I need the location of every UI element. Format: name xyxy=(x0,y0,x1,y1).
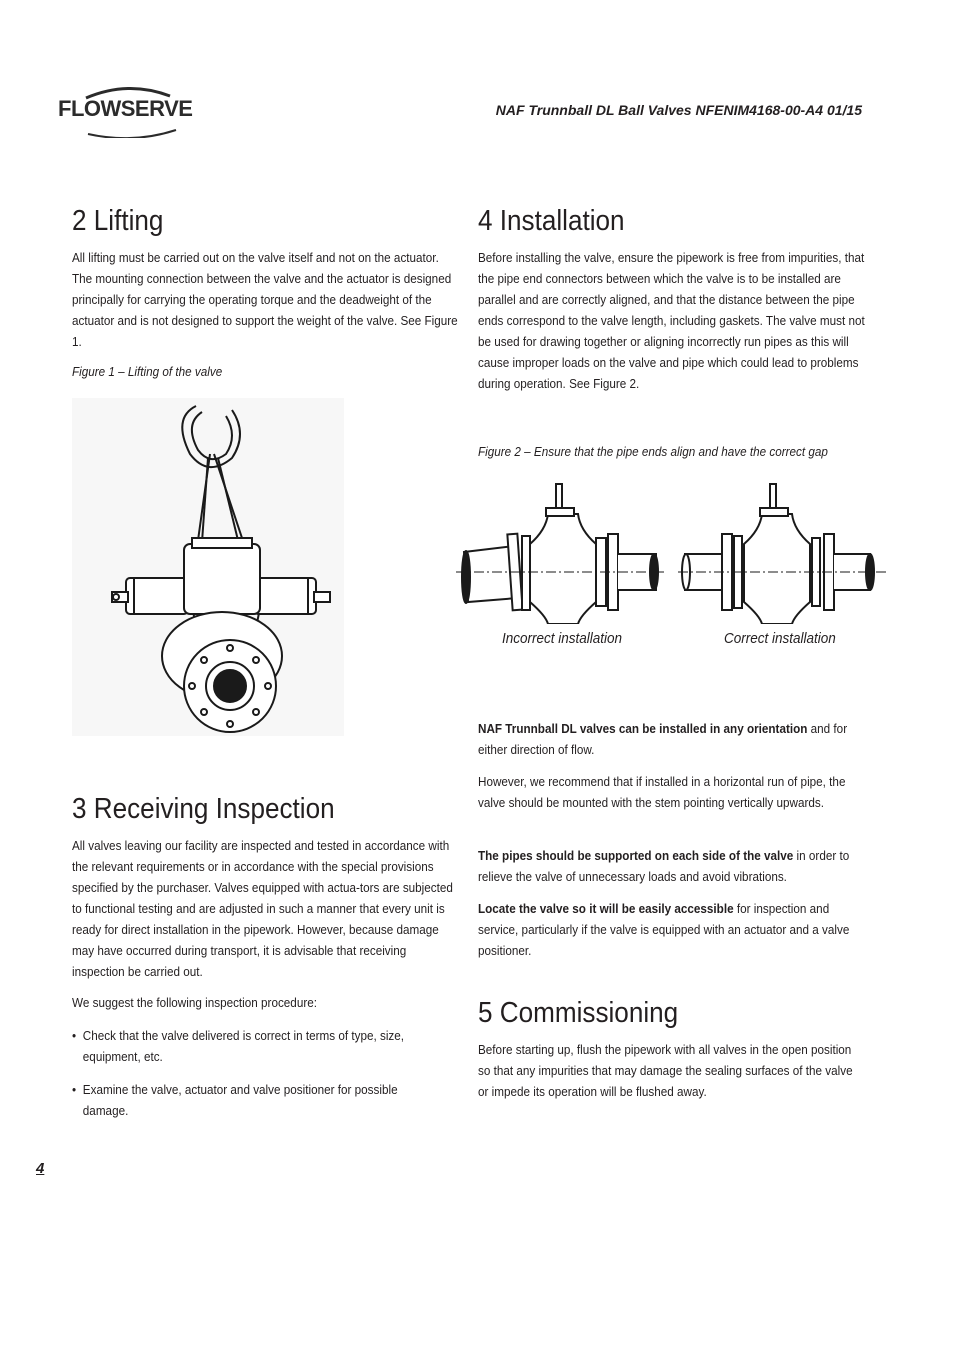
logo-text: FLOWSERVE xyxy=(58,96,193,121)
support-text: in order to relieve the valve of unnecessary loads and avoid vibrations. xyxy=(478,848,850,884)
figure-2-installation-illustration xyxy=(456,474,886,654)
installation-body: Before installing the valve, ensure the pipework is free from impurities, that the pipe end connectors between which the valve is to be installed are parallel and are correctly aligned, and that the distance between the pipe ends correspond to the valve length, including gaskets. The valve must not be used for drawing together or aligning incorrectly run pipes as this will cause improper loads on the valve and pipe which could lead to problems during operation. See Figure 2. xyxy=(478,250,865,391)
flowserve-logo xyxy=(58,82,198,138)
installation-horizontal-paragraph: However, we recommend that if installed in a horizontal run of pipe, the valve should be mounted with the stem pointing vertically upwards. xyxy=(478,774,846,810)
receiving-body: All valves leaving our facility are inspected and tested in accordance with the relevant requirements or in accordance with the special provisions specified by the purchaser. Valves equipped with actua-tors are subjected to functional testing and are adjusted in such a manner that every unit is ready for direct installation in the pipework. However, because damage may have occurred during transport, it is advisable that receiving inspection be carried out. xyxy=(72,838,453,979)
figure-2-caption: Figure 2 – Ensure that the pipe ends align and have the correct gap xyxy=(478,444,828,459)
orientation-bold-text: NAF Trunnball DL valves can be installed in any orientation xyxy=(478,721,808,736)
heading-commissioning: 5 Commissioning xyxy=(478,997,679,1029)
list-item: • Examine the valve, actuator and valve positioner for possible damage. xyxy=(72,1079,432,1121)
document-title: NAF Trunnball DL Ball Valves NFENIM4168-00-A4 01/15 xyxy=(495,102,862,118)
list-item: • Check that the valve delivered is correct in terms of type, size, equipment, etc. xyxy=(72,1025,432,1067)
support-bold-text: The pipes should be supported on each side of the valve xyxy=(478,848,794,863)
access-bold-text: Locate the valve so it will be easily accessible xyxy=(478,901,734,916)
installation-drawing xyxy=(456,474,886,624)
lifting-body: All lifting must be carried out on the valve itself and not on the actuator. The mounting connection between the valve and the actuator is designed principally for carrying the operating torque and the deadweight of the actuator and is not designed to support the weight of the valve. See Figure 1. xyxy=(72,250,458,349)
heading-lifting: 2 Lifting xyxy=(72,205,164,237)
heading-installation: 4 Installation xyxy=(478,205,625,237)
installation-access-paragraph xyxy=(478,898,865,961)
figure-1-lifting-illustration xyxy=(72,398,344,736)
installation-orientation-paragraph xyxy=(478,718,865,760)
page-number: 4 xyxy=(36,1160,45,1177)
commissioning-body: Before starting up, flush the pipework with all valves in the open position so that any impurities that may damage the sealing surfaces of the valve or impede its operation will be flushed away. xyxy=(478,1042,853,1099)
heading-receiving-inspection: 3 Receiving Inspection xyxy=(72,793,335,825)
orientation-text: and for either direction of flow. xyxy=(478,721,848,757)
figure-1-caption: Figure 1 – Lifting of the valve xyxy=(72,364,223,379)
inspection-list xyxy=(72,1025,432,1121)
label-incorrect-installation: Incorrect installation xyxy=(502,630,623,647)
label-correct-installation: Correct installation xyxy=(724,630,836,647)
installation-support-paragraph xyxy=(478,845,865,887)
access-text: for inspection and service, particularly if the valve is equipped with an actuator and a valve positioner. xyxy=(478,901,850,958)
receiving-suggest: We suggest the following inspection procedure: xyxy=(72,995,317,1010)
lifting-valve-drawing xyxy=(72,398,344,736)
